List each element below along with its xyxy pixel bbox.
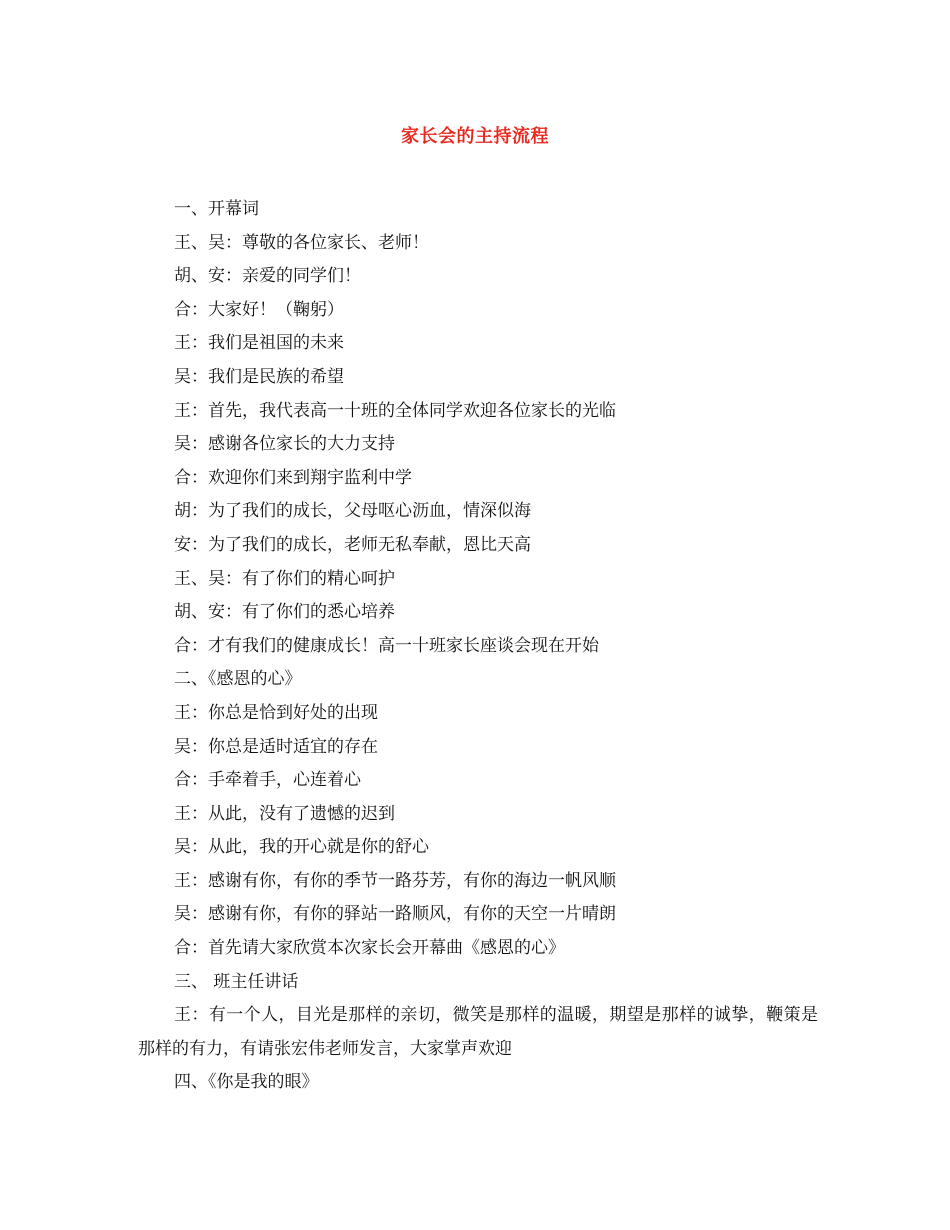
text-line: 胡、安：亲爱的同学们！ <box>174 266 361 287</box>
text-line: 二、《感恩的心》 <box>174 669 302 690</box>
text-line: 吴：从此，我的开心就是你的舒心 <box>174 837 429 858</box>
text-line: 王：你总是恰到好处的出现 <box>174 702 378 723</box>
text-line: 合：欢迎你们来到翔宇监利中学 <box>174 467 412 488</box>
text-line: 安：为了我们的成长，老师无私奉献，恩比天高 <box>174 534 531 555</box>
text-line: 吴：感谢有你，有你的驿站一路顺风，有你的天空一片晴朗 <box>174 904 616 925</box>
document-title: 家长会的主持流程 <box>401 126 549 147</box>
text-line: 胡、安：有了你们的悉心培养 <box>174 602 395 623</box>
text-line: 王、吴：尊敬的各位家长、老师！ <box>174 232 429 253</box>
text-line: 吴：感谢各位家长的大力支持 <box>174 434 395 455</box>
text-paragraph: 王：有一个人，目光是那样的亲切，微笑是那样的温暖，期望是那样的诚挚，鞭策是那样的有力，有请张宏伟老师发言，大家掌声欢迎 <box>138 1005 818 1059</box>
text-line: 吴：你总是适时适宜的存在 <box>174 736 378 757</box>
text-line: 胡：为了我们的成长，父母呕心沥血，情深似海 <box>174 501 531 522</box>
text-line: 王：我们是祖国的未来 <box>174 333 344 354</box>
document-body <box>138 193 818 1100</box>
text-line: 王：首先，我代表高一十班的全体同学欢迎各位家长的光临 <box>174 400 616 421</box>
text-line: 合：才有我们的健康成长！高一十班家长座谈会现在开始 <box>174 635 599 656</box>
text-line: 三、 班主任讲话 <box>174 971 299 992</box>
text-line: 王：从此，没有了遗憾的迟到 <box>174 803 395 824</box>
text-line: 吴：我们是民族的希望 <box>174 366 344 387</box>
text-line: 合：大家好！（鞠躬） <box>174 299 344 320</box>
text-line: 合：首先请大家欣赏本次家长会开幕曲《感恩的心》 <box>174 938 565 959</box>
text-line: 四、《你是我的眼》 <box>174 1072 319 1093</box>
text-line: 王：感谢有你，有你的季节一路芬芳，有你的海边一帆风顺 <box>174 870 616 891</box>
text-line: 合：手牵着手，心连着心 <box>174 770 361 791</box>
text-line: 王、吴：有了你们的精心呵护 <box>174 568 395 589</box>
text-line: 一、开幕词 <box>174 199 259 219</box>
